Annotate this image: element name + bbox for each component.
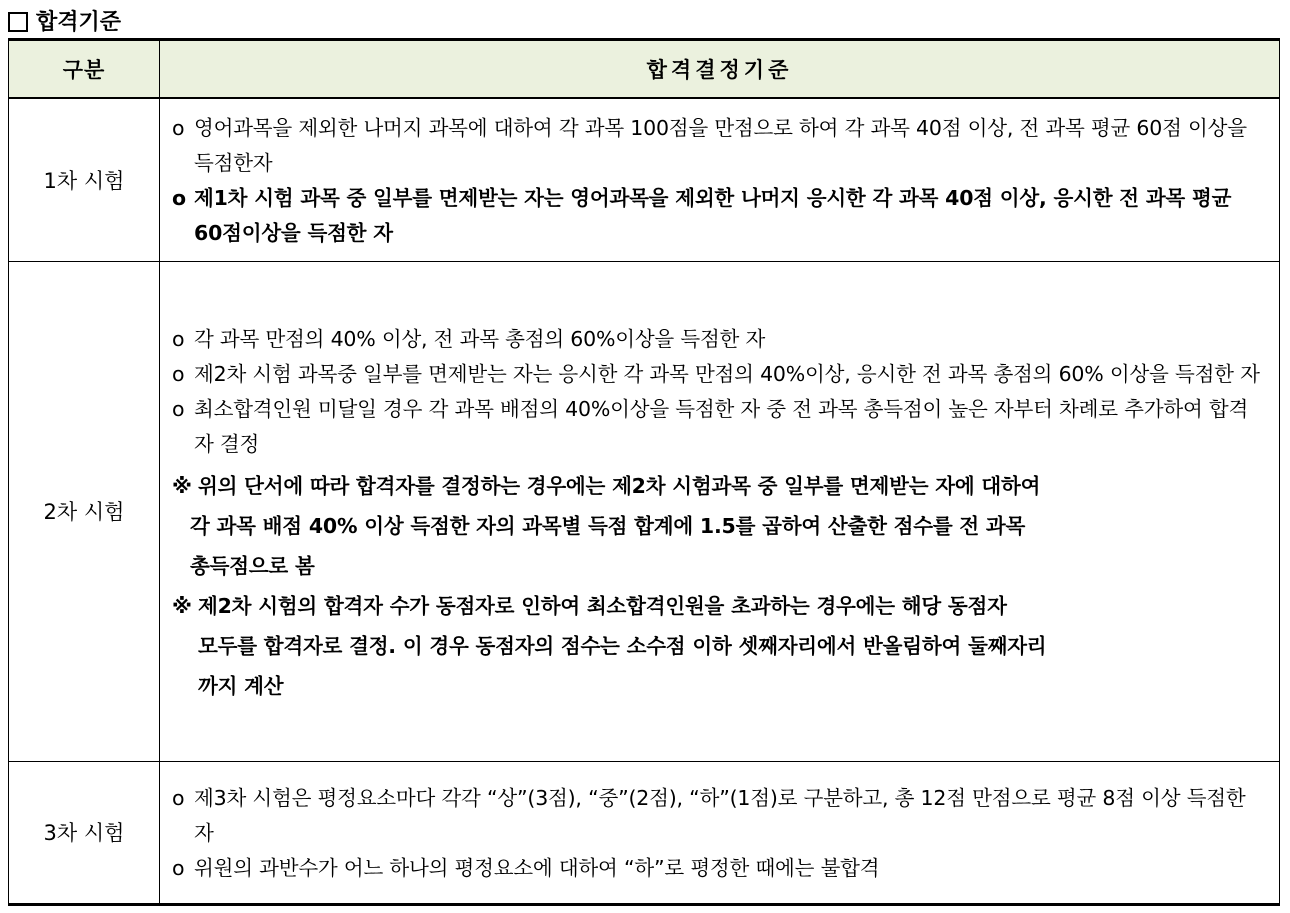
- list-item: [172, 357, 1265, 392]
- table-row-third-exam: [9, 761, 1280, 905]
- reference-mark: ※: [172, 474, 192, 498]
- note-1: [172, 470, 1265, 502]
- item-text: 영어과목을 제외한 나머지 과목에 대하여 각 과목 100점을 만점으로 하여 각 과목 40점 이상, 전 과목 평균 60점 이상을 득점한자: [194, 115, 1247, 175]
- list-item: [172, 111, 1265, 181]
- reference-mark: ※: [172, 594, 192, 618]
- list-item: [172, 851, 1265, 886]
- table-row-first-exam: [9, 98, 1280, 261]
- item-text: 각 과목 만점의 40% 이상, 전 과목 총점의 60%이상을 득점한 자: [194, 327, 766, 351]
- note-text: 제2차 시험의 합격자 수가 동점자로 인하여 최소합격인원을 초과하는 경우에는 해당 동점자: [198, 594, 1007, 618]
- header-category: 구분: [9, 40, 160, 99]
- note-2-continuation: 모두를 합격자로 결정. 이 경우 동점자의 점수는 소수점 이하 셋째자리에서 반올림하여 둘째자리: [198, 634, 1047, 658]
- bullet-marker: o: [172, 327, 185, 351]
- criteria-table: [8, 38, 1280, 906]
- row-label: 3차 시험: [9, 761, 160, 905]
- list-item: [172, 181, 1265, 251]
- item-text: 위원의 과반수가 어느 하나의 평정요소에 대하여 “하”로 평정한 때에는 불합격: [194, 855, 880, 880]
- bullet-marker: o: [172, 185, 186, 210]
- row-content: [160, 761, 1280, 905]
- list-item: [172, 322, 1265, 357]
- bullet-marker: o: [172, 115, 185, 140]
- bullet-marker: o: [172, 785, 185, 810]
- row-content: [160, 98, 1280, 261]
- header-row: [9, 40, 1280, 99]
- list-item: [172, 781, 1265, 851]
- row-label: 2차 시험: [9, 261, 160, 761]
- bullet-marker: o: [172, 362, 185, 386]
- item-text: 제2차 시험 과목중 일부를 면제받는 자는 응시한 각 과목 만점의 40%이상, 응시한 전 과목 총점의 60% 이상을 득점한 자: [194, 362, 1260, 386]
- row-content: [160, 261, 1280, 761]
- table-row-second-exam: [9, 261, 1280, 761]
- item-text: 최소합격인원 미달일 경우 각 과목 배점의 40%이상을 득점한 자 중 전 과목 총득점이 높은 자부터 차례로 추가하여 합격자 결정: [194, 397, 1249, 456]
- checkbox-square-icon: [8, 12, 28, 32]
- note-1-continuation: 각 과목 배점 40% 이상 득점한 자의 과목별 득점 합계에 1.5를 곱하여 산출한 점수를 전 과목: [190, 514, 1026, 538]
- header-criteria: 합격결정기준: [160, 40, 1280, 99]
- note-text: 위의 단서에 따라 합격자를 결정하는 경우에는 제2차 시험과목 중 일부를 면제받는 자에 대하여: [198, 474, 1041, 498]
- item-text: 제1차 시험 과목 중 일부를 면제받는 자는 영어과목을 제외한 나머지 응시한 각 과목 40점 이상, 응시한 전 과목 평균 60점이상을 득점한 자: [194, 185, 1232, 245]
- note-2-continuation: 까지 계산: [198, 674, 284, 698]
- row-label: 1차 시험: [9, 98, 160, 261]
- item-text: 제3차 시험은 평정요소마다 각각 “상”(3점), “중”(2점), “하”(1점)로 구분하고, 총 12점 만점으로 평균 8점 이상 득점한 자: [194, 785, 1246, 845]
- list-item: [172, 392, 1265, 462]
- bullet-marker: o: [172, 397, 185, 421]
- note-1-continuation: 총득점으로 봄: [190, 554, 315, 578]
- note-2: [172, 590, 1265, 622]
- section-title: [8, 4, 121, 36]
- section-title-text: 합격기준: [36, 9, 122, 35]
- bullet-marker: o: [172, 855, 185, 880]
